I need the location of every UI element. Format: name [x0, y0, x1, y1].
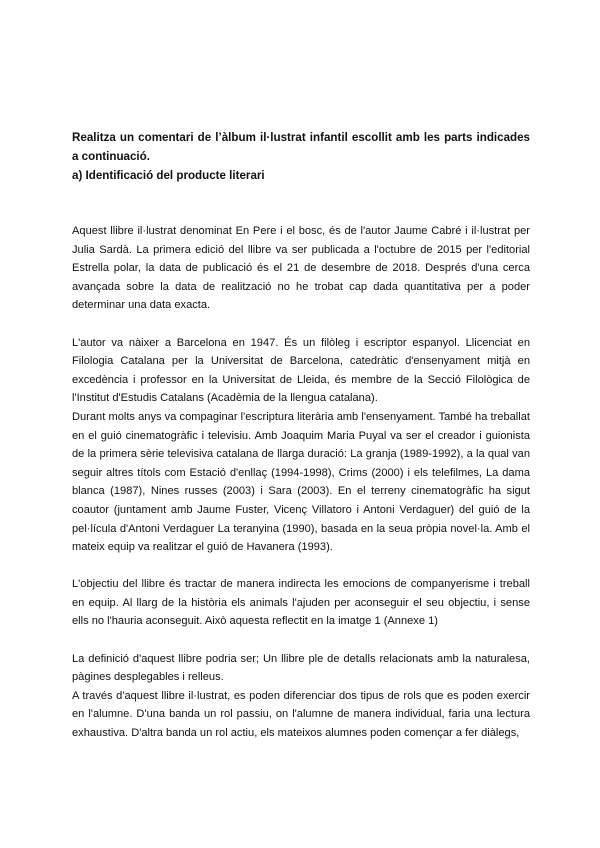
assignment-heading: [72, 128, 530, 185]
document-body: [72, 222, 530, 743]
paragraph-book-objective: L'objectiu del llibre és tractar de manera indirecta les emocions de companyerisme i treball en equip. Al llarg de la història els animals l'ajuden per aconseguir el seu objectiu, i sense ells no l'hauria aconseguit. Això aquesta reflectit en la imatge 1 (Annexe 1): [72, 578, 530, 628]
section-title: a) Identificació del producte literari: [72, 169, 265, 182]
paragraph-author-career: Durant molts anys va compaginar l'escriptura literària amb l'ensenyament. També ha treballat en el guió cinematogràfic i televisiu. Amb Joaquim Maria Puyal va ser el creador i guionista de la primera sèrie televisiva catalana de llarga duració: La granja (1989-1992), a la qual van seguir altres títols com Estació d'enllaç (1994-1998), Crims (2000) i els telefilmes, La dama blanca (1987), Nines russes (2003) i Sara (2003). En el terreny cinematogràfic ha sigut coautor (juntament amb Jaume Fuster, Vicenç Villatoro i Antoni Verdaguer) del guió de la pel·lícula d'Antoni Verdaguer La teranyina (1990), basada en la seua pròpia novel·la. Amb el mateix equip va realitzar el guió de Havanera (1993).: [72, 410, 530, 554]
assignment-instruction: Realitza un comentari de l’àlbum il·lustrat infantil escollit amb les parts indicades a continuació.: [72, 131, 530, 163]
paragraph-author-bio: L'autor va nàixer a Barcelona en 1947. És un filòleg i escriptor espanyol. Llicenciat en Filologia Catalana per la Universitat de Barcelona, catedràtic d'ensenyament mitjà en excedència i professor en la Universitat de Lleida, és membre de la Secció Filològica de l'Institut d'Estudis Catalans (Acadèmia de la llengua catalana).: [72, 336, 530, 405]
paragraph-book-definition: La definició d'aquest llibre podria ser; Un llibre ple de detalls relacionats amb la naturalesa, pàgines desplegables i relleus.: [72, 652, 530, 684]
paragraph-book-identification: Aquest llibre il·lustrat denominat En Pere i el bosc, és de l'autor Jaume Cabré i il·lustrat per Julia Sardà. La primera edició del llibre va ser publicada a l'octubre de 2015 per l'editorial Estrella polar, la data de publicació és el 21 de desembre de 2018. Després d'una cerca avançada sobre la data de realització no he trobat cap dada quantitativa per a poder determinar una data exacta.: [72, 225, 530, 312]
paragraph-reader-roles: A través d'aquest llibre il·lustrat, es poden diferenciar dos tipus de rols que es poden exercir en l'alumne. D'una banda un rol passiu, on l'alumne de manera individual, faria una lectura exhaustiva. D'altra banda un rol actiu, els mateixos alumnes poden començar a fer diàlegs,: [72, 689, 530, 740]
